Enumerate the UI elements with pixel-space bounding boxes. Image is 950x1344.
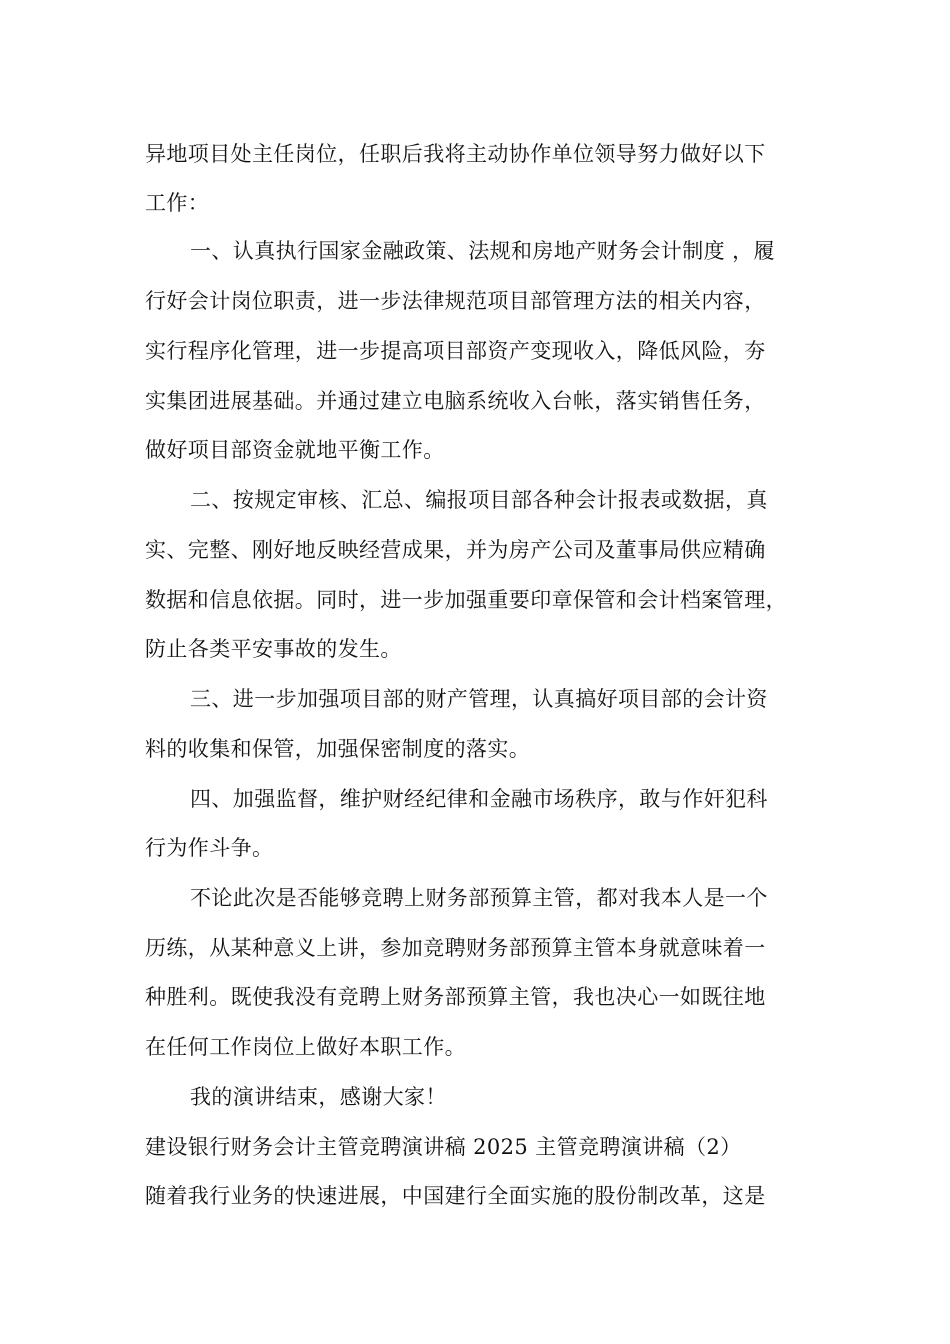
text-line: 异地项目处主任岗位，任职后我将主动协作单位领导努力做好以下 [145, 142, 766, 166]
text-line: 工作： [145, 191, 210, 215]
text-line: 料的收集和保管，加强保密制度的落实。 [145, 737, 531, 761]
paragraph-2-start: 二、按规定审核、汇总、编报项目部各种会计报表或数据，真 [190, 488, 768, 512]
text-line: 种胜利。既使我没有竞聘上财务部预算主管，我也决心一如既往地 [145, 985, 766, 1009]
closing-line: 我的演讲结束，感谢大家！ [190, 1085, 447, 1109]
text-line: 做好项目部资金就地平衡工作。 [145, 438, 445, 462]
text-line: 实集团进展基础。并通过建立电脑系统收入台帐，落实销售任务， [145, 389, 766, 413]
text-line: 防止各类平安事故的发生。 [145, 637, 402, 661]
paragraph-4-start: 四、加强监督，维护财经纪律和金融市场秩序，敢与作奸犯科 [190, 787, 768, 811]
paragraph-5-start: 不论此次是否能够竞聘上财务部预算主管，都对我本人是一个 [190, 886, 768, 910]
text-line: 实行程序化管理，进一步提高项目部资产变现收入，降低风险，夯 [145, 339, 766, 363]
paragraph-1-start: 一、认真执行国家金融政策、法规和房地产财务会计制度 ，履 [190, 239, 775, 263]
text-line: 行为作斗争。 [145, 836, 274, 860]
text-line: 实、完整、刚好地反映经营成果，并为房产公司及董事局供应精确 [145, 538, 766, 562]
section-title: 建设银行财务会计主管竞聘演讲稿 2025 主管竞聘演讲稿（2） [145, 1135, 742, 1159]
text-line: 数据和信息依据。同时，进一步加强重要印章保管和会计档案管理， [145, 588, 787, 612]
text-line: 随着我行业务的快速进展，中国建行全面实施的股份制改革，这是 [145, 1184, 766, 1208]
text-line: 行好会计岗位职责，进一步法律规范项目部管理方法的相关内容， [145, 289, 766, 313]
text-line: 在任何工作岗位上做好本职工作。 [145, 1035, 466, 1059]
paragraph-3-start: 三、进一步加强项目部的财产管理，认真搞好项目部的会计资 [190, 687, 768, 711]
text-line: 历练，从某种意义上讲，参加竞聘财务部预算主管本身就意味着一 [145, 936, 766, 960]
